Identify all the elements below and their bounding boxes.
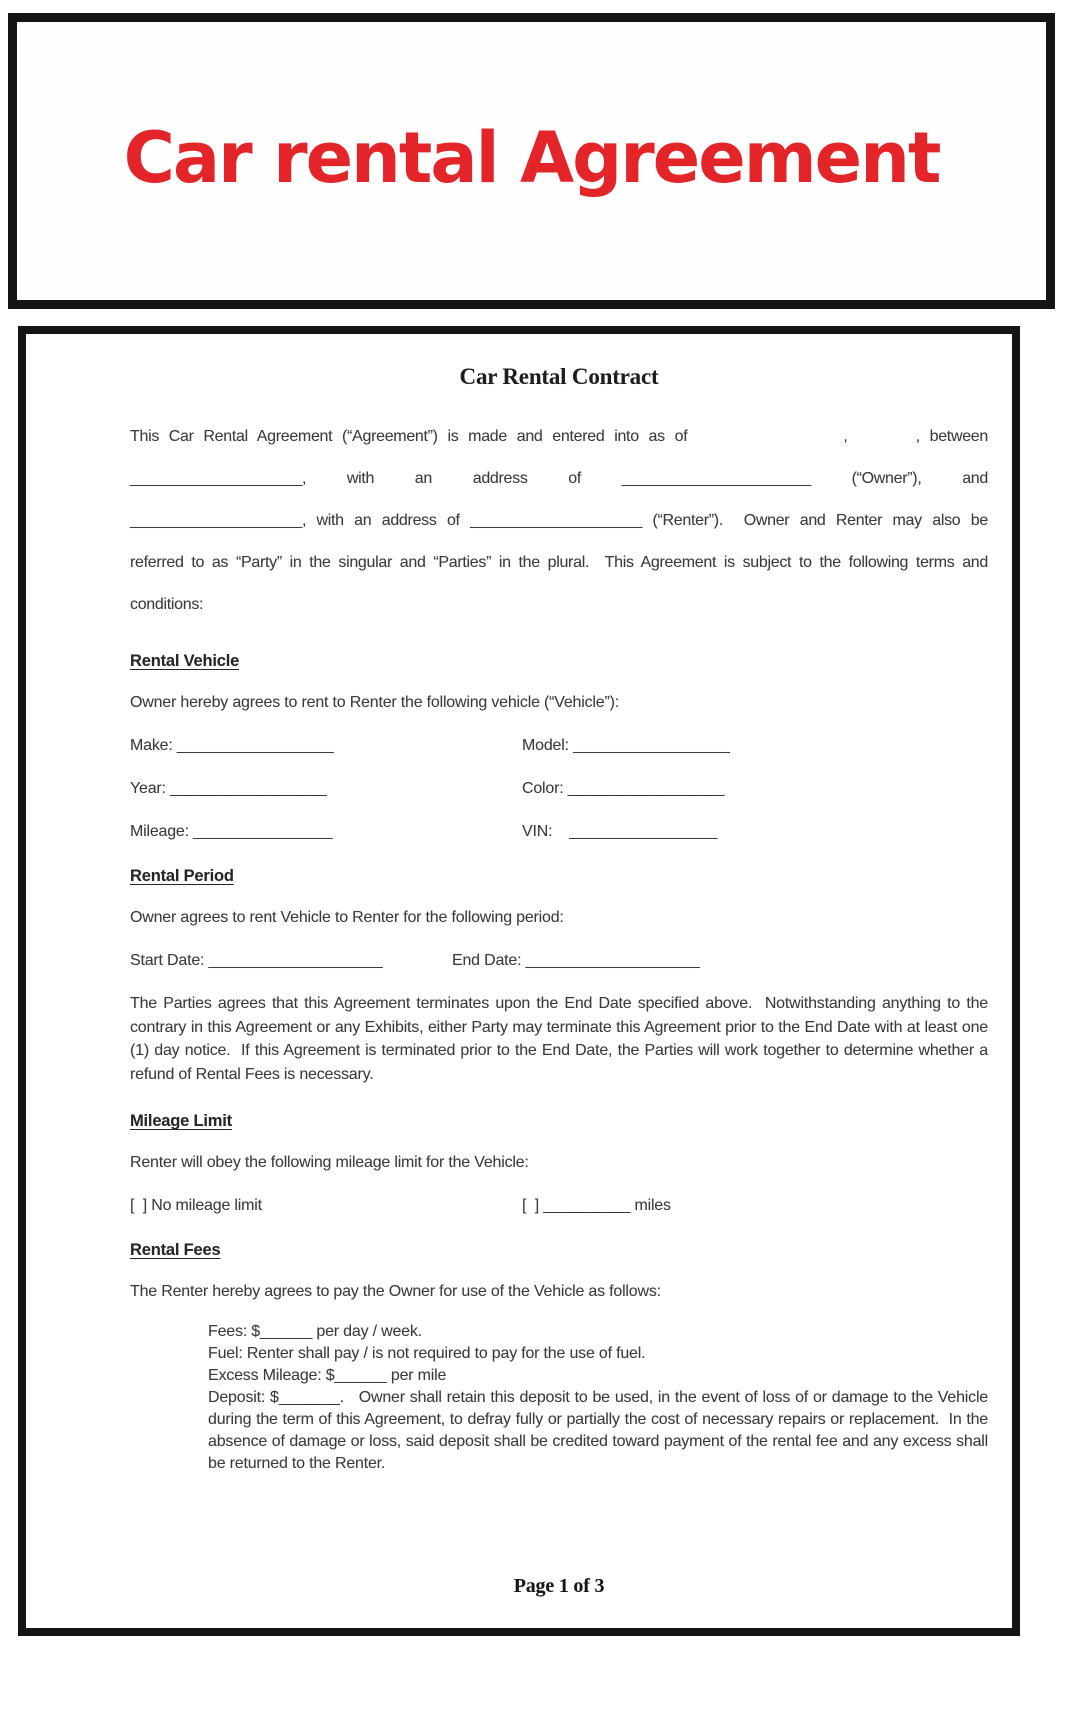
intro-line-5: conditions: (130, 596, 204, 613)
intro-paragraph (130, 416, 988, 626)
page-number-footer: Page 1 of 3 (513, 1575, 605, 1597)
mileage-limit-heading: Mileage Limit (130, 1112, 232, 1130)
vehicle-make-field: Make: __________________ (130, 737, 334, 754)
rental-vehicle-heading: Rental Vehicle (130, 652, 240, 670)
termination-terms-paragraph: The Parties agrees that this Agreement terminates upon the End Date specified above. Notwithstanding anything to the contrary in this Agreement or any Exhibits, either Party may terminate this Agreement prior to the End Date with at least one (1) day notice. If this Agreement is terminated prior to the End Date, the Parties will work together to determine whether a refund of Rental Fees is necessary. (130, 995, 988, 1083)
vehicle-year-field: Year: __________________ (130, 780, 327, 797)
mileage-amount-option: [ ] __________ miles (522, 1197, 671, 1214)
vehicle-row-mileage-vin (130, 823, 988, 841)
contract-content (26, 334, 1012, 1598)
rental-period-lead: Owner agrees to rent Vehicle to Renter for the following period: (130, 909, 564, 926)
vehicle-model-field: Model: __________________ (522, 737, 730, 754)
intro-line-1: This Car Rental Agreement (“Agreement”) is made and entered into as of , , between (130, 428, 988, 445)
fee-line-fuel: Fuel: Renter shall pay / is not required to pay for the use of fuel. (208, 1345, 646, 1362)
rental-period-dates-row (130, 952, 988, 970)
intro-line-3: ____________________, with an address of ____________________ (“Renter”). Owner and Renter may also be (130, 512, 988, 529)
intro-line-2: ____________________, with an address of ______________________ (“Owner”), and (130, 470, 988, 487)
mileage-limit-lead: Renter will obey the following mileage limit for the Vehicle: (130, 1154, 529, 1171)
mileage-limit-options-row (130, 1197, 988, 1215)
fee-line-fees: Fees: $______ per day / week. (208, 1323, 422, 1340)
vehicle-vin-field: VIN: _________________ (522, 823, 718, 840)
vehicle-row-year-color (130, 780, 988, 798)
contract-title: Car Rental Contract (459, 364, 659, 389)
rental-fees-heading: Rental Fees (130, 1241, 221, 1259)
end-date-field: End Date: ____________________ (452, 952, 700, 969)
fee-line-deposit: Deposit: $_______. Owner shall retain this deposit to be used, in the event of loss of or damage to the Vehicle during the term of this Agreement, to defray fully or partially the cost of necessary repairs or replacement. In the absence of damage or loss, said deposit shall be credited toward payment of the rental fee and any excess shall be returned to the Renter. (208, 1389, 988, 1472)
banner-title: Car rental Agreement (123, 117, 940, 199)
banner-box (8, 13, 1055, 309)
fees-block (208, 1321, 988, 1475)
intro-line-4: referred to as “Party” in the singular and “Parties” in the plural. This Agreement is subject to the following terms and (130, 554, 988, 571)
rental-fees-lead: The Renter hereby agrees to pay the Owner for use of the Vehicle as follows: (130, 1283, 661, 1300)
contract-sheet (18, 326, 1020, 1636)
vehicle-mileage-field: Mileage: ________________ (130, 823, 333, 840)
start-date-field: Start Date: ____________________ (130, 952, 383, 969)
rental-period-heading: Rental Period (130, 867, 234, 885)
fee-line-excess-mileage: Excess Mileage: $______ per mile (208, 1367, 447, 1384)
no-mileage-limit-option: [ ] No mileage limit (130, 1197, 262, 1214)
vehicle-color-field: Color: __________________ (522, 780, 725, 797)
rental-vehicle-lead: Owner hereby agrees to rent to Renter the following vehicle (“Vehicle”): (130, 694, 619, 711)
vehicle-row-make-model (130, 737, 988, 755)
